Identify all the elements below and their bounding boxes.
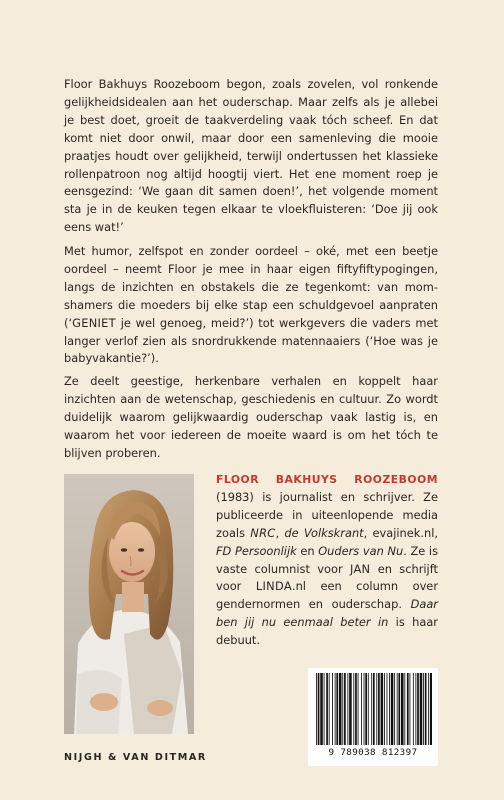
barcode-bar xyxy=(394,673,395,745)
barcode-bar xyxy=(410,673,411,745)
barcode-bar xyxy=(389,673,390,745)
barcode-bar xyxy=(420,673,423,745)
bio-text-4: en xyxy=(296,543,319,558)
blurb-paragraph-1: Floor Bakhuys Roozeboom begon, zoals zovelen, vol ronkende gelijkheidsidealen aan het ouderschap. Maar zelfs als je allebei je best doet, groeit de taakverdeling vaak tóch scheef. En dat komt niet door onwil, maar door een samenleving die mooie praatjes houdt over gelijkheid, terwijl ondertussen het klassieke rollenpatroon nog altijd hoogtij viert. Het ene moment roep je eensgezind: ‘We gaan dit samen doen!’, het volgende moment sta je in de keuken tegen elkaar te vloekfluisteren: ‘Doe jij ook eens wat!’ xyxy=(64,77,438,235)
blurb-p2-text-a: Met humor, zelfspot en zonder oordeel – oké, met een beetje oordeel – neemt Floor je mee in haar eigen fiftyfiftypogingen, langs de inzichten en obstakels die ze tegenkomt: van mom-shamers die moeders bij elke stap een schuldgevoel aanpraten (‘ xyxy=(64,244,438,330)
isbn-number: 9 789038 812397 xyxy=(328,747,418,758)
barcode-bar xyxy=(342,673,343,745)
barcode-bar xyxy=(425,673,427,745)
bio-linda: LINDA xyxy=(255,579,292,594)
barcode-bar xyxy=(415,673,416,745)
barcode xyxy=(308,668,438,766)
bio-fd: FD Persoonlijk xyxy=(216,543,297,558)
barcode-bar xyxy=(430,673,432,745)
barcode-bar xyxy=(368,673,369,745)
barcode-bar xyxy=(324,673,325,745)
barcode-bar xyxy=(378,673,380,745)
barcode-bar xyxy=(381,673,384,745)
bio-text-7: .nl een column over gendernormen en ouderschap. xyxy=(216,579,438,612)
barcode-bar xyxy=(347,673,348,745)
bio-volkskrant: de Volkskrant xyxy=(284,525,364,540)
bio-nrc: NRC xyxy=(250,525,276,540)
barcode-bar xyxy=(428,673,429,745)
barcode-bar xyxy=(391,673,394,745)
bio-jan: JAN xyxy=(350,561,371,576)
barcode-bar xyxy=(320,673,323,745)
barcode-bar xyxy=(344,673,346,745)
barcode-bar xyxy=(318,673,320,745)
barcode-bars xyxy=(314,673,432,747)
barcode-bar xyxy=(376,673,377,745)
barcode-bar xyxy=(355,673,357,745)
barcode-bar xyxy=(404,673,405,745)
blurb-p2-text-b: je wel genoeg, meid?’) tot werkgevers die vaders met langer verlof zien als snordrukkende matennaaiers (‘Hoe was je babyvakantie?’). xyxy=(64,315,438,366)
barcode-bar xyxy=(401,673,404,745)
barcode-bar xyxy=(413,673,414,745)
bio-text-5: . Ze is vaste columnist voor xyxy=(216,543,439,576)
author-photo xyxy=(64,474,194,734)
barcode-bar xyxy=(423,673,424,745)
barcode-bar xyxy=(384,673,385,745)
barcode-bar xyxy=(371,673,372,745)
blurb-paragraph-2 xyxy=(64,243,438,368)
barcode-bar xyxy=(332,673,333,745)
bio-text-6: en schrijft voor xyxy=(216,561,438,594)
bio-text-8: is haar debuut. xyxy=(216,615,438,648)
barcode-bar xyxy=(335,673,336,745)
barcode-bar xyxy=(361,673,362,745)
bio-text-3: , evajinek.nl, xyxy=(363,525,439,540)
bio-debut-title: Daar ben jij nu eenmaal beter in xyxy=(216,597,438,630)
barcode-bar xyxy=(407,673,409,745)
bio-ouders: Ouders van Nu xyxy=(318,543,404,558)
barcode-bar xyxy=(387,673,388,745)
barcode-bar xyxy=(364,673,365,745)
barcode-bar xyxy=(349,673,352,745)
barcode-bar xyxy=(316,673,317,745)
barcode-bar xyxy=(339,673,342,745)
barcode-bar xyxy=(373,673,375,745)
barcode-bar xyxy=(398,673,400,745)
barcode-bar xyxy=(358,673,359,745)
barcode-bar xyxy=(417,673,419,745)
blurb-p2-geniet: GENIET xyxy=(72,315,116,330)
barcode-bar xyxy=(336,673,338,745)
author-name: FLOOR BAKHUYS ROOZEBOOM xyxy=(216,473,438,486)
bio-text-1: (1983) is journalist en schrijver. Ze publiceerde in uiteenlopende media zoals xyxy=(216,489,438,540)
bio-text-2: , xyxy=(275,525,285,540)
blurb-paragraph-3: Ze deelt geestige, herkenbare verhalen en koppelt haar inzichten aan de wetenschap, geschiedenis en cultuur. Zo wordt duidelijk waarom gelijkwaardig ouderschap vaak lastig is, en waarom het voor iedereen de moeite waard is om het tóch te blijven proberen. xyxy=(64,374,438,460)
barcode-bar xyxy=(365,673,367,745)
barcode-bar xyxy=(326,673,328,745)
barcode-bar xyxy=(353,673,354,745)
barcode-bar xyxy=(329,673,330,745)
barcode-bar xyxy=(397,673,398,745)
author-bio xyxy=(216,471,438,650)
publisher-logo: NIJGH & VAN DITMAR xyxy=(64,752,207,763)
